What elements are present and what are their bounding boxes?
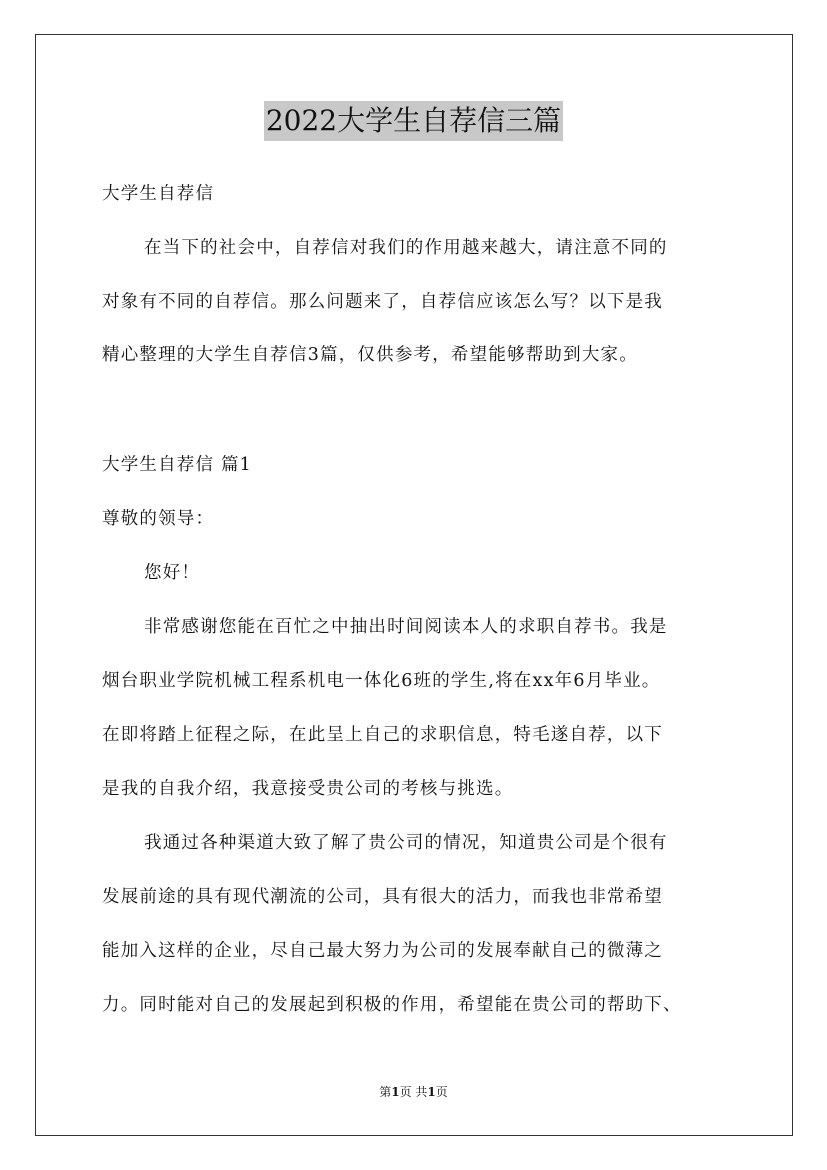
paragraph-line: 烟台职业学院机械工程系机电一体化6班的学生,将在xx年6月毕业。 xyxy=(102,671,661,691)
footer-page-number: 1 xyxy=(391,1085,400,1099)
greeting: 您好！ xyxy=(144,563,201,583)
paragraph-line: 我通过各种渠道大致了解了贵公司的情况，知道贵公司是个很有 xyxy=(144,833,668,853)
footer-prefix: 第 xyxy=(379,1085,392,1099)
document-title: 2022大学生自荐信三篇 xyxy=(264,101,563,141)
title-container xyxy=(0,101,827,141)
paragraph-line: 精心整理的大学生自荐信3篇，仅供参考，希望能够帮助到大家。 xyxy=(102,345,638,365)
paragraph-line: 对象有不同的自荐信。那么问题来了，自荐信应该怎么写？以下是我 xyxy=(102,292,663,312)
paragraph-line: 发展前途的具有现代潮流的公司，具有很大的活力，而我也非常希望 xyxy=(102,887,663,907)
paragraph-line: 在当下的社会中，自荐信对我们的作用越来越大，请注意不同的 xyxy=(144,238,668,258)
section-heading: 大学生自荐信 篇1 xyxy=(102,455,252,475)
paragraph-line: 非常感谢您能在百忙之中抽出时间阅读本人的求职自荐书。我是 xyxy=(144,617,668,637)
salutation: 尊敬的领导： xyxy=(102,509,215,529)
footer-mid: 页 共 xyxy=(399,1085,428,1099)
paragraph-line: 是我的自我介绍，我意接受贵公司的考核与挑选。 xyxy=(102,779,514,799)
paragraph-line: 力。同时能对自己的发展起到积极的作用，希望能在贵公司的帮助下、 xyxy=(102,995,682,1015)
paragraph-line: 能加入这样的企业，尽自己最大努力为公司的发展奉献自己的微薄之 xyxy=(102,941,663,961)
page-footer xyxy=(0,1084,827,1100)
paragraph-line: 在即将踏上征程之际，在此呈上自己的求职信息，特毛遂自荐，以下 xyxy=(102,725,663,745)
footer-total-pages: 1 xyxy=(427,1085,436,1099)
section-heading: 大学生自荐信 xyxy=(102,184,215,204)
footer-suffix: 页 xyxy=(435,1085,448,1099)
